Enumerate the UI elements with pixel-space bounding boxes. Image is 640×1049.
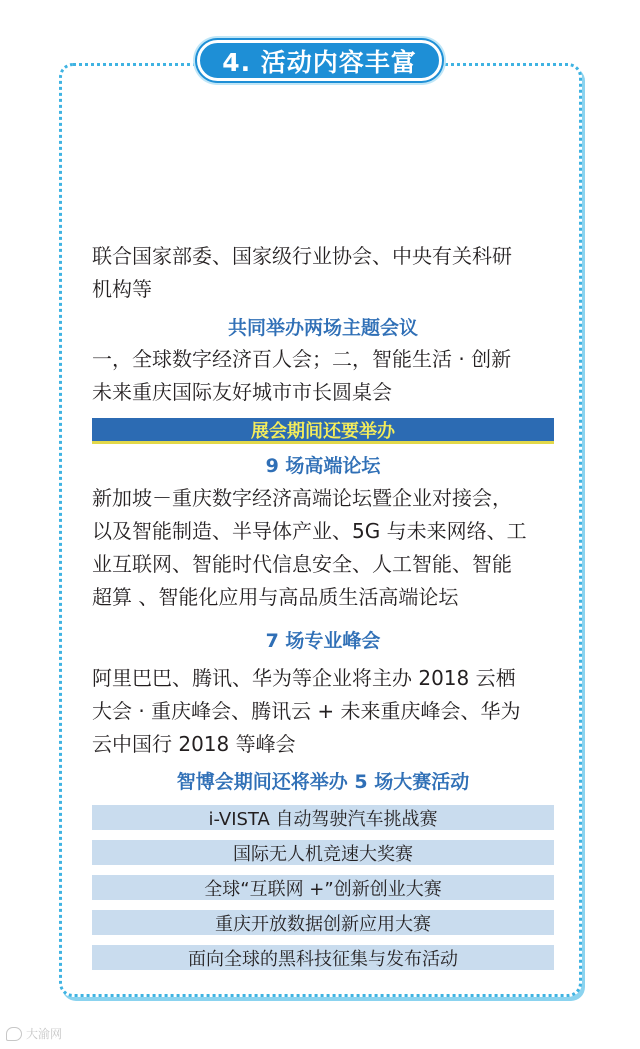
summits-line: 阿里巴巴、腾讯、华为等企业将主办 2018 云栖 bbox=[92, 666, 516, 690]
summits-paragraph bbox=[92, 662, 562, 761]
forums-heading: 9 场高端论坛 bbox=[265, 455, 381, 477]
watermark-text: 大渝网 bbox=[26, 1027, 63, 1041]
watermark bbox=[6, 1025, 62, 1042]
meetings-paragraph bbox=[92, 343, 562, 409]
forums-line: 新加坡－重庆数字经济高端论坛暨企业对接会， bbox=[92, 486, 512, 510]
forums-line: 以及智能制造、半导体产业、5G 与未来网络、工 bbox=[92, 519, 527, 543]
section-title: 4. 活动内容丰富 bbox=[197, 40, 442, 81]
contest-item: 全球“互联网 +”创新创业大赛 bbox=[92, 875, 554, 900]
intro-paragraph bbox=[92, 240, 562, 306]
forums-line: 超算 、智能化应用与高品质生活高端论坛 bbox=[92, 585, 459, 609]
intro-line: 联合国家部委、国家级行业协会、中央有关科研 bbox=[92, 244, 512, 268]
weibo-icon bbox=[6, 1027, 22, 1041]
contest-item: i-VISTA 自动驾驶汽车挑战赛 bbox=[92, 805, 554, 830]
summits-line: 大会 · 重庆峰会、腾讯云 + 未来重庆峰会、华为 bbox=[92, 699, 521, 723]
meetings-line: 一，全球数字经济百人会；二，智能生活 · 创新 bbox=[92, 347, 512, 371]
summits-heading: 7 场专业峰会 bbox=[265, 630, 381, 652]
meetings-line: 未来重庆国际友好城市市长圆桌会 bbox=[92, 380, 392, 404]
summits-line: 云中国行 2018 等峰会 bbox=[92, 732, 296, 756]
meetings-heading: 共同举办两场主题会议 bbox=[227, 317, 418, 339]
contest-item: 面向全球的黑科技征集与发布活动 bbox=[92, 945, 554, 970]
contest-item: 国际无人机竞速大奖赛 bbox=[92, 840, 554, 865]
contest-item: 重庆开放数据创新应用大赛 bbox=[92, 910, 554, 935]
forums-paragraph bbox=[92, 482, 562, 614]
forums-line: 业互联网、智能时代信息安全、人工智能、智能 bbox=[92, 552, 512, 576]
contests-heading: 智博会期间还将举办 5 场大赛活动 bbox=[176, 771, 470, 793]
events-banner: 展会期间还要举办 bbox=[92, 418, 554, 444]
intro-line: 机构等 bbox=[92, 277, 152, 301]
